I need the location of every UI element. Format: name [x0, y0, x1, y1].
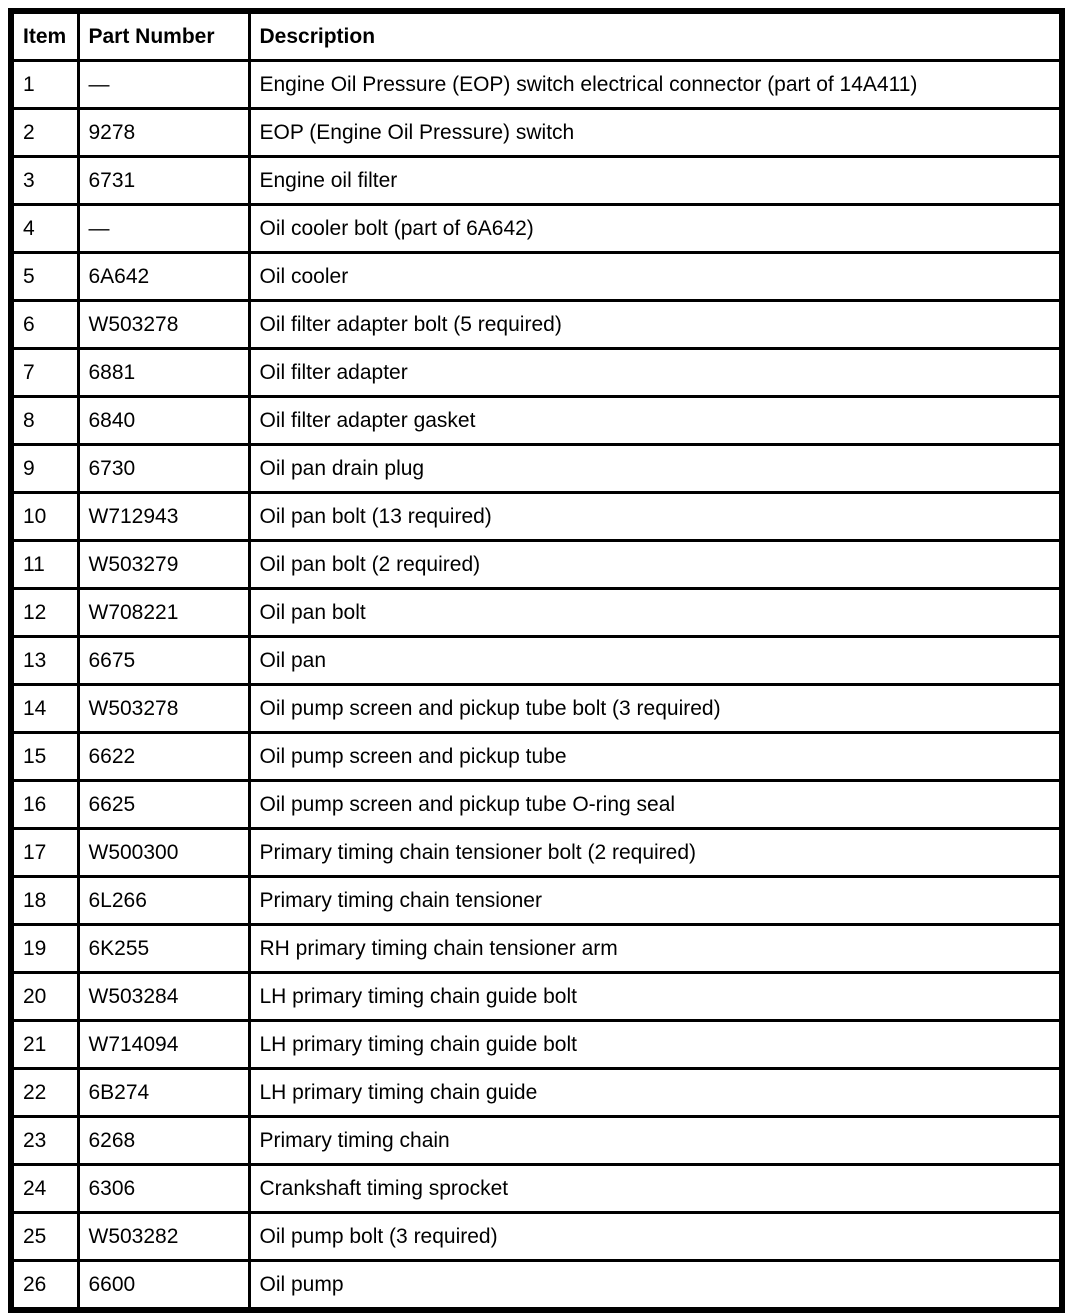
- table-row: [11, 1213, 1062, 1261]
- description-cell: Engine oil filter: [249, 157, 1062, 205]
- part-number-cell: W714094: [78, 1021, 249, 1069]
- description-cell: RH primary timing chain tensioner arm: [249, 925, 1062, 973]
- item-cell: 16: [11, 781, 78, 829]
- table-row: [11, 493, 1062, 541]
- description-cell: Oil cooler bolt (part of 6A642): [249, 205, 1062, 253]
- table-row: [11, 61, 1062, 109]
- description-cell: Primary timing chain: [249, 1117, 1062, 1165]
- item-cell: 15: [11, 733, 78, 781]
- description-cell: Oil cooler: [249, 253, 1062, 301]
- description-cell: Oil pan: [249, 637, 1062, 685]
- parts-table-body: [11, 61, 1062, 1311]
- description-cell: LH primary timing chain guide bolt: [249, 973, 1062, 1021]
- table-row: [11, 253, 1062, 301]
- part-number-cell: 6306: [78, 1165, 249, 1213]
- part-number-cell: W503284: [78, 973, 249, 1021]
- description-cell: LH primary timing chain guide bolt: [249, 1021, 1062, 1069]
- table-row: [11, 733, 1062, 781]
- description-cell: Oil pan bolt (13 required): [249, 493, 1062, 541]
- item-cell: 22: [11, 1069, 78, 1117]
- part-number-cell: —: [78, 205, 249, 253]
- table-row: [11, 1261, 1062, 1311]
- part-number-cell: W500300: [78, 829, 249, 877]
- item-cell: 19: [11, 925, 78, 973]
- table-row: [11, 1117, 1062, 1165]
- item-cell: 20: [11, 973, 78, 1021]
- table-row: [11, 205, 1062, 253]
- part-number-cell: 6L266: [78, 877, 249, 925]
- table-row: [11, 1069, 1062, 1117]
- part-number-cell: 9278: [78, 109, 249, 157]
- table-row: [11, 109, 1062, 157]
- table-row: [11, 157, 1062, 205]
- part-number-cell: 6625: [78, 781, 249, 829]
- table-row: [11, 973, 1062, 1021]
- description-cell: Oil filter adapter gasket: [249, 397, 1062, 445]
- item-cell: 18: [11, 877, 78, 925]
- description-cell: Engine Oil Pressure (EOP) switch electrical connector (part of 14A411): [249, 61, 1062, 109]
- item-cell: 14: [11, 685, 78, 733]
- description-cell: Oil pan bolt: [249, 589, 1062, 637]
- description-cell: Oil pump bolt (3 required): [249, 1213, 1062, 1261]
- part-number-cell: 6268: [78, 1117, 249, 1165]
- item-cell: 4: [11, 205, 78, 253]
- part-number-cell: W503278: [78, 685, 249, 733]
- part-number-cell: 6A642: [78, 253, 249, 301]
- parts-table: [8, 8, 1065, 1313]
- part-number-cell: —: [78, 61, 249, 109]
- table-row: [11, 685, 1062, 733]
- table-row: [11, 877, 1062, 925]
- item-column-header: Item: [11, 11, 78, 61]
- table-row: [11, 445, 1062, 493]
- description-column-header: Description: [249, 11, 1062, 61]
- table-row: [11, 1021, 1062, 1069]
- header-row: [11, 11, 1062, 61]
- description-cell: Oil filter adapter bolt (5 required): [249, 301, 1062, 349]
- parts-table-header: [11, 11, 1062, 61]
- table-row: [11, 925, 1062, 973]
- description-cell: LH primary timing chain guide: [249, 1069, 1062, 1117]
- item-cell: 3: [11, 157, 78, 205]
- description-cell: Oil pump screen and pickup tube: [249, 733, 1062, 781]
- item-cell: 10: [11, 493, 78, 541]
- item-cell: 12: [11, 589, 78, 637]
- item-cell: 9: [11, 445, 78, 493]
- description-cell: Primary timing chain tensioner: [249, 877, 1062, 925]
- part-number-cell: 6675: [78, 637, 249, 685]
- table-row: [11, 829, 1062, 877]
- item-cell: 26: [11, 1261, 78, 1311]
- item-cell: 13: [11, 637, 78, 685]
- item-cell: 2: [11, 109, 78, 157]
- part-number-column-header: Part Number: [78, 11, 249, 61]
- item-cell: 24: [11, 1165, 78, 1213]
- table-row: [11, 349, 1062, 397]
- description-cell: Oil pan bolt (2 required): [249, 541, 1062, 589]
- item-cell: 23: [11, 1117, 78, 1165]
- part-number-cell: W503282: [78, 1213, 249, 1261]
- item-cell: 7: [11, 349, 78, 397]
- table-row: [11, 541, 1062, 589]
- part-number-cell: W708221: [78, 589, 249, 637]
- table-row: [11, 637, 1062, 685]
- description-cell: EOP (Engine Oil Pressure) switch: [249, 109, 1062, 157]
- part-number-cell: 6K255: [78, 925, 249, 973]
- item-cell: 21: [11, 1021, 78, 1069]
- part-number-cell: 6600: [78, 1261, 249, 1311]
- part-number-cell: 6B274: [78, 1069, 249, 1117]
- description-cell: Oil filter adapter: [249, 349, 1062, 397]
- item-cell: 1: [11, 61, 78, 109]
- table-row: [11, 397, 1062, 445]
- part-number-cell: 6881: [78, 349, 249, 397]
- table-row: [11, 781, 1062, 829]
- description-cell: Oil pump screen and pickup tube bolt (3 required): [249, 685, 1062, 733]
- item-cell: 17: [11, 829, 78, 877]
- item-cell: 5: [11, 253, 78, 301]
- part-number-cell: 6730: [78, 445, 249, 493]
- part-number-cell: W712943: [78, 493, 249, 541]
- part-number-cell: 6731: [78, 157, 249, 205]
- part-number-cell: 6622: [78, 733, 249, 781]
- part-number-cell: W503279: [78, 541, 249, 589]
- description-cell: Crankshaft timing sprocket: [249, 1165, 1062, 1213]
- part-number-cell: W503278: [78, 301, 249, 349]
- item-cell: 25: [11, 1213, 78, 1261]
- description-cell: Oil pump screen and pickup tube O-ring seal: [249, 781, 1062, 829]
- part-number-cell: 6840: [78, 397, 249, 445]
- item-cell: 6: [11, 301, 78, 349]
- description-cell: Oil pump: [249, 1261, 1062, 1311]
- item-cell: 11: [11, 541, 78, 589]
- table-row: [11, 589, 1062, 637]
- table-row: [11, 1165, 1062, 1213]
- table-row: [11, 301, 1062, 349]
- description-cell: Oil pan drain plug: [249, 445, 1062, 493]
- item-cell: 8: [11, 397, 78, 445]
- description-cell: Primary timing chain tensioner bolt (2 required): [249, 829, 1062, 877]
